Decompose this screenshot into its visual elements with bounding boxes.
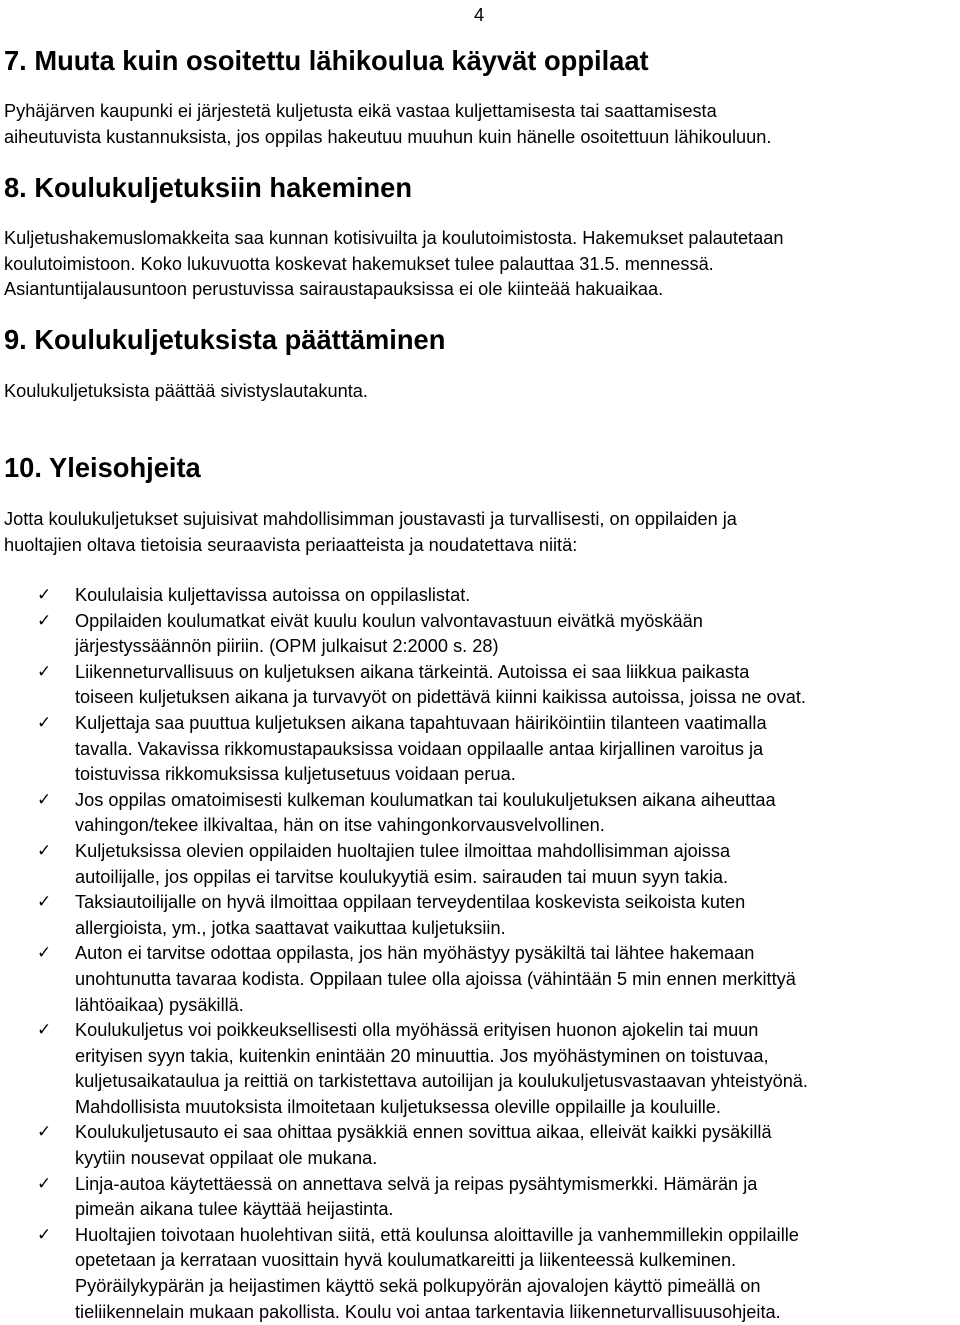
guideline-line: Taksiautoilijalle on hyvä ilmoittaa oppilaan terveydentilaa koskevista seikoista kuten [75,892,746,913]
section-9-paragraph [4,379,954,405]
paragraph-line: aiheutuvista kustannuksista, jos oppilas hakeutuu muuhun kuin hänelle osoitettuun lähikouluun. [4,126,772,147]
guideline-item [0,1120,960,1171]
guideline-item [0,839,960,890]
guideline-line: Kuljetuksissa olevien oppilaiden huoltajien tulee ilmoittaa mahdollisimman ajoissa [75,840,731,861]
guideline-line: Koulukuljetusauto ei saa ohittaa pysäkkiä ennen sovittua aikaa, elleivät kaikki pysäkillä [75,1122,772,1143]
section-heading-7: 7. Muuta kuin osoitettu lähikoulua käyvät oppilaat [4,45,649,76]
paragraph-line: Pyhäjärven kaupunki ei järjestetä kuljetusta eikä vastaa kuljettamisesta tai saattamisesta [4,101,717,121]
guideline-line: autoilijalle, jos oppilas ei tarvitse koulukyytiä esim. sairauden tai muun syyn takia. [75,866,729,887]
guideline-line: Koulukuljetus voi poikkeuksellisesti olla myöhässä erityisen huonon ajokelin tai muun [75,1020,759,1041]
guideline-item [0,609,960,660]
guideline-line: kuljetusaikataulua ja reittiä on tarkistettava autoilijan ja koulukuljetusvastaavan yhteistyönä. [75,1071,808,1092]
checkmark-icon: ✓ [37,712,52,733]
checkmark-icon: ✓ [37,1224,52,1245]
guideline-line: vahingon/tekee ilkivaltaa, hän on itse vahingonkorvausvelvollinen. [75,815,605,836]
paragraph-line: koulutoimistoon. Koko lukuvuotta koskevat hakemukset tulee palauttaa 31.5. mennessä. [4,253,714,274]
guideline-line: Linja-autoa käytettäessä on annettava selvä ja reipas pysähtymismerkki. Hämärän ja [75,1173,758,1194]
guideline-item [0,788,960,839]
guideline-line: tieliikennelain mukaan pakollista. Koulu voi antaa tarkentavia liikenneturvallisuusohjeita. [75,1301,781,1322]
section-8-paragraph [4,226,954,303]
section-heading-9: 9. Koulukuljetuksista päättäminen [4,324,446,355]
section-heading-8: 8. Koulukuljetuksiin hakeminen [4,172,413,203]
section-7-paragraph [4,99,954,150]
guideline-line: unohtunutta tavaraa kodista. Oppilaan tulee olla ajoissa (vähintään 5 min ennen merkittyä [75,968,796,989]
paragraph-line: Kuljetushakemuslomakkeita saa kunnan kotisivuilta ja koulutoimistosta. Hakemukset palautetaan [4,228,784,248]
guideline-line: erityisen syyn takia, kuitenkin enintään 20 minuuttia. Jos myöhästyminen on toistuvaa, [75,1045,769,1066]
guideline-line: Koululaisia kuljettavissa autoissa on oppilaslistat. [75,585,471,605]
section-heading-10: 10. Yleisohjeita [4,452,201,483]
guideline-item [0,941,960,1018]
guideline-line: kyytiin nousevat oppilaat ole mukana. [75,1148,378,1169]
guideline-line: järjestyssäännön piiriin. (OPM julkaisut 2:2000 s. 28) [75,636,499,657]
guideline-item [0,1172,960,1223]
section-10-paragraph [4,507,954,558]
checkmark-icon: ✓ [37,840,52,861]
guideline-line: Mahdollisista muutoksista ilmoitetaan kuljetuksessa oleville oppilaille ja kouluille. [75,1096,721,1117]
guideline-line: Oppilaiden koulumatkat eivät kuulu koulun valvontavastuun eivätkä myöskään [75,610,703,631]
checkmark-icon: ✓ [37,1020,52,1041]
page-number: 4 [474,5,485,25]
guideline-line: allergioista, ym., jotka saattavat vaikuttaa kuljetuksiin. [75,917,506,938]
guideline-item [0,1223,960,1325]
guideline-line: Jos oppilas omatoimisesti kulkeman koulumatkan tai koulukuljetuksen aikana aiheuttaa [75,789,776,810]
guideline-line: Huoltajien toivotaan huolehtivan siitä, että koulunsa aloittaville ja vanhemmillekin oppilaille [75,1224,799,1245]
paragraph-line: Jotta koulukuljetukset sujuisivat mahdollisimman joustavasti ja turvallisesti, on oppilaiden ja [4,509,737,529]
guideline-line: tavalla. Vakavissa rikkomustapauksissa voidaan oppilaalle antaa kirjallinen varoitus ja [75,738,764,759]
checkmark-icon: ✓ [37,610,52,631]
guideline-line: toiseen kuljetuksen aikana ja turvavyöt on pidettävä kiinni kaikissa autoissa, joissa ne ovat. [75,687,806,708]
guideline-line: Kuljettaja saa puuttua kuljetuksen aikana tapahtuvaan häiriköintiin tilanteen vaatimalla [75,712,767,733]
guideline-line: opetetaan ja kerrataan vuosittain hyvä koulumatkareitti ja liikenteessä kulkeminen. [75,1250,737,1271]
checkmark-icon: ✓ [37,789,52,810]
checkmark-icon: ✓ [37,943,52,964]
checkmark-icon: ✓ [37,585,52,605]
checkmark-icon: ✓ [37,1122,52,1143]
guideline-line: toistuvissa rikkomuksissa kuljetusetuus voidaan perua. [75,764,516,785]
paragraph-line: huoltajien oltava tietoisia seuraavista periaatteista ja noudatettava niitä: [4,534,578,555]
checkmark-icon: ✓ [37,1173,52,1194]
guideline-line: pimeän aikana tulee käyttää heijastinta. [75,1199,394,1220]
checkmark-icon: ✓ [37,892,52,913]
guideline-line: Pyöräilykypärän ja heijastimen käyttö sekä polkupyörän ajovalojen käyttö pimeällä on [75,1276,761,1297]
paragraph-line: Koulukuljetuksista päättää sivistyslautakunta. [4,381,368,401]
guideline-item [0,583,960,609]
guideline-item [0,660,960,711]
guideline-item [0,1018,960,1120]
paragraph-line: Asiantuntijalausuntoon perustuvissa sairaustapauksissa ei ole kiinteää hakuaikaa. [4,279,664,300]
guideline-item [0,890,960,941]
guideline-item [0,711,960,788]
checkmark-icon: ✓ [37,661,52,682]
guideline-line: Auton ei tarvitse odottaa oppilasta, jos hän myöhästyy pysäkiltä tai lähtee hakemaan [75,943,755,964]
guideline-line: lähtöaikaa) pysäkillä. [75,994,244,1015]
guideline-checklist [0,583,960,1325]
guideline-line: Liikenneturvallisuus on kuljetuksen aikana tärkeintä. Autoissa ei saa liikkua paikasta [75,661,750,682]
